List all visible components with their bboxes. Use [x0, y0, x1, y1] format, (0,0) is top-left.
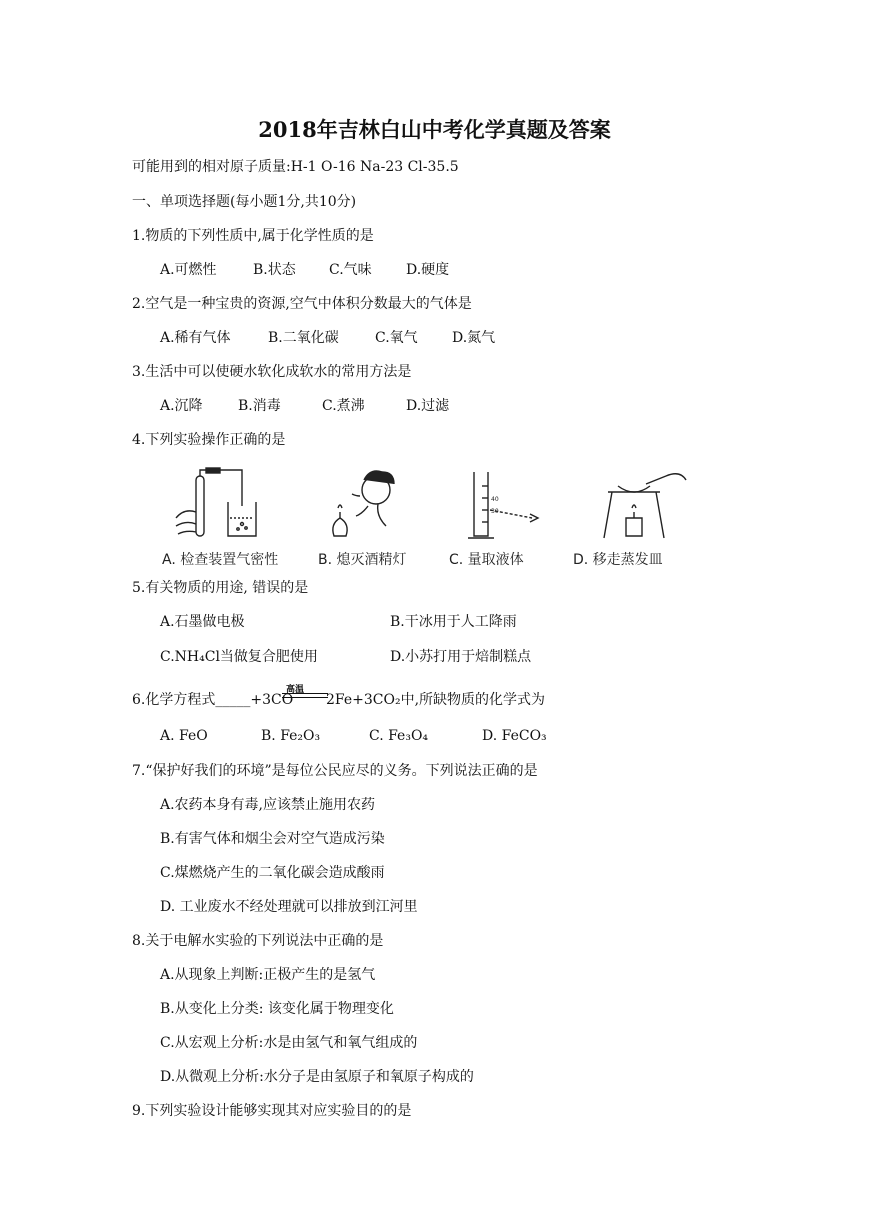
reaction-condition-sign: [282, 683, 328, 701]
option-a: A.石墨做电极: [160, 614, 245, 630]
question-8-stem: 8.关于电解水实验的下列说法中正确的是: [132, 933, 384, 949]
option-a: A.从现象上判断:正极产生的是氢气: [160, 967, 376, 983]
option-b: B.二氧化碳: [268, 330, 339, 346]
atomic-masses: 可能用到的相对原子质量:H-1 O-16 Na-23 Cl-35.5: [132, 159, 459, 175]
measuring-cylinder-figure: [460, 466, 550, 546]
evaporating-dish-figure: [596, 466, 696, 546]
option-b: B.消毒: [238, 398, 281, 414]
figure-caption-c: C. 量取液体: [449, 552, 524, 568]
question-6-stem-prefix: 6.化学方程式_____+3CO: [132, 692, 294, 708]
question-1-stem: 1.物质的下列性质中,属于化学性质的是: [132, 228, 374, 244]
page-title: 2018年吉林白山中考化学真题及答案: [258, 117, 611, 142]
question-3-stem: 3.生活中可以使硬水软化成软水的常用方法是: [132, 364, 412, 380]
alcohol-lamp-figure: [316, 466, 416, 546]
question-4-stem: 4.下列实验操作正确的是: [132, 432, 286, 448]
option-d: D.氮气: [452, 330, 496, 346]
option-d: D.小苏打用于焙制糕点: [390, 649, 532, 665]
option-a: A.农药本身有毒,应该禁止施用农药: [160, 797, 376, 813]
option-b: B.有害气体和烟尘会对空气造成污染: [160, 831, 385, 847]
option-b: B.干冰用于人工降雨: [390, 614, 517, 630]
question-2-stem: 2.空气是一种宝贵的资源,空气中体积分数最大的气体是: [132, 296, 472, 312]
option-c: C.氧气: [375, 330, 418, 346]
air-tightness-apparatus-figure: [170, 466, 270, 546]
question-7-stem: 7.“保护好我们的环境”是每位公民应尽的义务。下列说法正确的是: [132, 763, 538, 779]
option-a: A.沉降: [160, 398, 203, 414]
question-5-stem: 5.有关物质的用途, 错误的是: [132, 580, 309, 596]
option-a: A.可燃性: [160, 262, 217, 278]
svg-text:30: 30: [491, 508, 499, 515]
option-c: C. Fe₃O₄: [369, 728, 429, 744]
option-c: C.气味: [329, 262, 372, 278]
svg-text:40: 40: [491, 496, 499, 503]
question-9-stem: 9.下列实验设计能够实现其对应实验目的的是: [132, 1103, 412, 1119]
option-d: D.从微观上分析:水分子是由氢原子和氧原子构成的: [160, 1069, 474, 1085]
option-d: D. 工业废水不经处理就可以排放到江河里: [160, 899, 418, 915]
figure-caption-b: B. 熄灭酒精灯: [318, 552, 407, 568]
section-heading: 一、单项选择题(每小题1分,共10分): [132, 194, 357, 210]
question-6-stem-suffix: 2Fe+3CO₂中,所缺物质的化学式为: [326, 692, 546, 708]
option-c: C.煤燃烧产生的二氧化碳会造成酸雨: [160, 865, 385, 881]
option-c: C.从宏观上分析:水是由氢气和氧气组成的: [160, 1035, 418, 1051]
option-c: C.煮沸: [322, 398, 365, 414]
option-a: A.稀有气体: [160, 330, 231, 346]
figure-caption-d: D. 移走蒸发皿: [573, 552, 663, 568]
option-a: A. FeO: [160, 728, 208, 744]
option-b: B.状态: [253, 262, 296, 278]
option-d: D. FeCO₃: [482, 728, 547, 744]
reaction-condition-label: 高温: [286, 685, 305, 695]
option-d: D.硬度: [406, 262, 450, 278]
option-c: C.NH₄Cl当做复合肥使用: [160, 649, 318, 665]
option-b: B.从变化上分类: 该变化属于物理变化: [160, 1001, 394, 1017]
option-b: B. Fe₂O₃: [261, 728, 321, 744]
figure-caption-a: A. 检查装置气密性: [162, 552, 279, 568]
option-d: D.过滤: [406, 398, 450, 414]
